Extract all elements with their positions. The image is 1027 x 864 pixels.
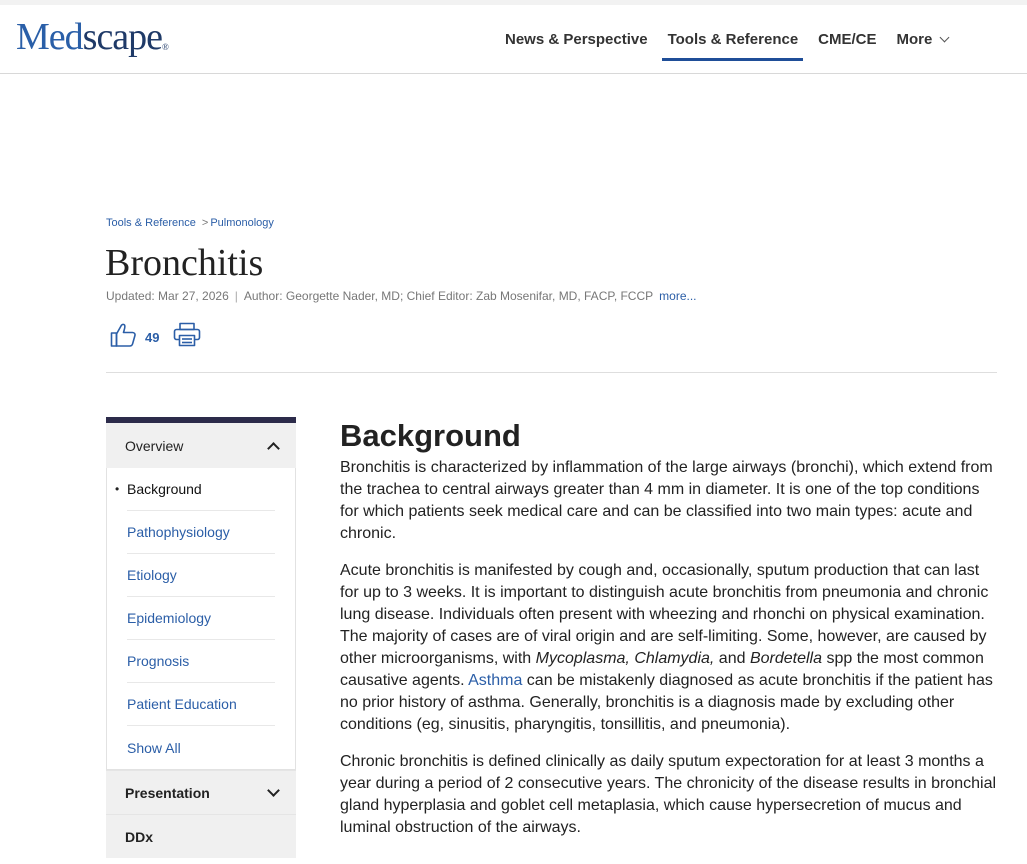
sidebar-item-prognosis[interactable]: Prognosis — [127, 640, 275, 683]
article-meta — [106, 289, 697, 303]
nav-news-perspective[interactable]: News & Perspective — [505, 31, 648, 48]
page-title: Bronchitis — [105, 242, 264, 284]
like-count: 49 — [145, 329, 160, 345]
nav-cme-ce[interactable]: CME/CE — [818, 31, 877, 48]
sidebar-section-label: Presentation — [125, 784, 210, 801]
overview-subnav — [106, 468, 296, 770]
paragraph-2-text-c: spp the most common causative agents. — [340, 650, 984, 689]
sidebar-section-presentation[interactable] — [106, 770, 296, 814]
sidebar-section-label: DDx — [125, 828, 154, 845]
paragraph-2-italic-2: Bordetella — [749, 650, 822, 667]
site-header — [0, 5, 1027, 74]
breadcrumb — [106, 217, 274, 229]
sidebar-item-show-all[interactable]: Show All — [127, 739, 181, 756]
paragraph-2-text-b: and — [714, 650, 750, 667]
main-nav — [505, 5, 968, 74]
logo-text-b: scape — [82, 16, 163, 58]
updated-date: Updated: Mar 27, 2026 — [106, 289, 229, 303]
sidebar-section-label: Overview — [125, 437, 184, 454]
printer-icon[interactable] — [173, 322, 201, 352]
breadcrumb-root[interactable]: Tools & Reference — [106, 217, 196, 229]
paragraph-2 — [340, 560, 1000, 736]
header-divider — [106, 372, 997, 373]
paragraph-2-text-a: Acute bronchitis is manifested by cough and, occasionally, sputum production that can last for up to 3 weeks. It is important to distinguish acute bronchitis from pneumonia and chronic lung disease. Individuals often present with wheezing and rhonchi on physical examination. The majority of cases are of viral origin and are self-limiting. Some, however, are caused by other microorganisms, with — [340, 562, 989, 667]
chevron-down-icon — [267, 784, 280, 797]
logo-text-a: Med — [16, 16, 83, 58]
paragraph-1: Bronchitis is characterized by inflammation of the large airways (bronchi), which extend from the trachea to central airways greater than 4 mm in diameter. It is one of the top conditions for which patients seek medical care and can be classified into two main types: acute and chronic. — [340, 459, 993, 542]
medscape-logo[interactable] — [16, 15, 168, 59]
article-actions — [110, 323, 201, 351]
paragraph-3: Chronic bronchitis is defined clinically as daily sputum expectoration for at least 3 months a year during a period of 2 consecutive years. The chronicity of the disease results in bronchial gland hyperplasia and goblet cell metaplasia, which cause hypersecretion of mucus and luminal obstruction of the airways. — [340, 753, 997, 836]
sidebar-item-patient-education[interactable]: Patient Education — [127, 683, 275, 726]
thumbs-up-icon[interactable] — [110, 322, 137, 353]
author-line: Author: Georgette Nader, MD; Chief Editor: Zab Mosenifar, MD, FACP, FCCP — [243, 289, 654, 303]
sidebar-section-overview[interactable] — [106, 423, 296, 468]
nav-more-label: More — [896, 31, 933, 48]
asthma-link[interactable]: Asthma — [468, 672, 523, 689]
nav-more[interactable] — [897, 5, 949, 74]
breadcrumb-current[interactable]: Pulmonology — [210, 217, 274, 229]
breadcrumb-sep: > — [201, 217, 209, 229]
meta-sep: | — [234, 289, 238, 303]
nav-tools-reference[interactable]: Tools & Reference — [668, 5, 799, 74]
section-nav — [106, 417, 296, 858]
sidebar-item-etiology[interactable]: Etiology — [127, 554, 275, 597]
sidebar-section-ddx[interactable] — [106, 814, 296, 858]
paragraph-2-italic-1: Mycoplasma, Chlamydia, — [535, 650, 715, 667]
logo-mark: ® — [162, 42, 168, 52]
paragraph-2-text-d: can be mistakenly diagnosed as acute bronchitis if the patient has no prior history of asthma. Generally, bronchitis is a diagnosis made by excluding other conditions (eg, sinusitis, pharyngitis, tonsillitis, and pneumonia). — [340, 672, 993, 733]
article-body — [340, 418, 1000, 854]
more-authors-link[interactable]: more... — [659, 289, 697, 303]
sidebar-item-background[interactable]: • Background — [127, 468, 275, 511]
chevron-up-icon — [267, 442, 280, 455]
section-heading: Background — [340, 418, 521, 453]
sidebar-item-epidemiology[interactable]: Epidemiology — [127, 597, 275, 640]
sidebar-item-pathophysiology[interactable]: Pathophysiology — [127, 511, 275, 554]
chevron-down-icon — [940, 33, 950, 43]
